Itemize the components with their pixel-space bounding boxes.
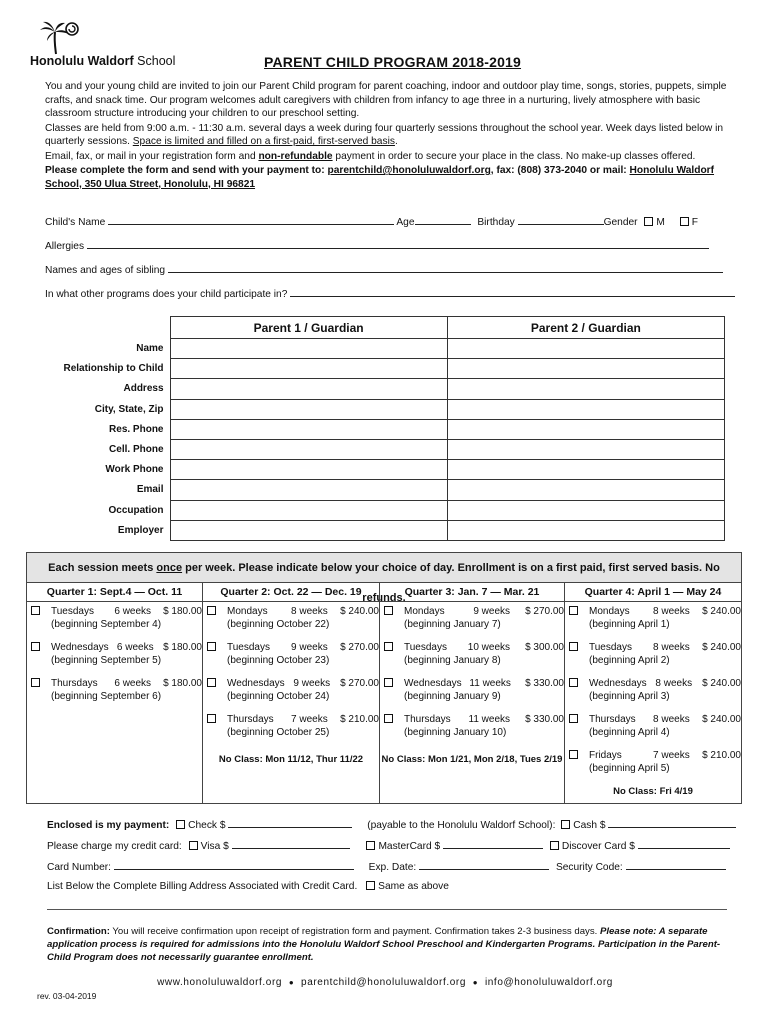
birthday-field[interactable] xyxy=(518,215,604,225)
parent1-name-field[interactable] xyxy=(170,339,447,359)
quarter-2-title: Quarter 2: Oct. 22 — Dec. 19 xyxy=(203,583,379,602)
parent2-relationship-field[interactable] xyxy=(447,359,724,379)
checkbox[interactable] xyxy=(569,750,578,759)
parent2-employer-field[interactable] xyxy=(447,520,724,540)
cash-amount-field[interactable] xyxy=(608,818,736,828)
checkbox[interactable] xyxy=(207,642,216,651)
parent1-res-phone-field[interactable] xyxy=(170,419,447,439)
gender-f-checkbox[interactable] xyxy=(680,217,689,226)
row-label: Relationship to Child xyxy=(63,363,164,375)
website-link[interactable]: www.honoluluwaldorf.org xyxy=(157,977,283,988)
session-option[interactable]: Thursdays 8 weeks $ 240.00 (beginning April 4) xyxy=(565,713,741,746)
intro-paragraph-4: Please complete the form and send with your payment to: parentchild@honoluluwaldorf.org, fax: (808) 373-2040 or mail: Honolulu Waldorf School, 350 Ulua Street, Honolulu, HI 96821 xyxy=(45,165,715,190)
allergies-row: Allergies xyxy=(45,239,715,252)
row-label: Cell. Phone xyxy=(109,444,164,456)
payment-row-4: List Below the Complete Billing Address Associated with Credit Card. Same as above xyxy=(47,881,449,892)
parentchild-email-link[interactable]: parentchild@honoluluwaldorf.org xyxy=(301,977,466,988)
intro-paragraph-1: You and your young child are invited to join our Parent Child program for parent coaching, indoor and outdoor play time, songs, stories, puppets, simple crafts, and snack time. Our program welcomes adult caregivers with children from infancy to age three in a nurturing, lively atmosphere with basic classroom structure introducing your children to our preschool setting. xyxy=(45,81,727,119)
parent1-relationship-field[interactable] xyxy=(170,359,447,379)
school-logo xyxy=(30,20,176,72)
session-option[interactable]: Thursdays 6 weeks $ 180.00 (beginning September 6) xyxy=(27,677,202,710)
checkbox[interactable] xyxy=(31,642,40,651)
row-label: Employer xyxy=(117,524,164,536)
checkbox[interactable] xyxy=(569,714,578,723)
session-option[interactable]: Fridays 7 weeks $ 210.00 (beginning April 5) xyxy=(565,749,741,782)
exp-date-field[interactable] xyxy=(419,860,549,870)
session-option[interactable]: Wednesdays 6 weeks $ 180.00 (beginning September 5) xyxy=(27,641,202,674)
parent1-email-field[interactable] xyxy=(170,480,447,500)
page-title: PARENT CHILD PROGRAM 2018-2019 xyxy=(264,54,522,70)
quarter-4-column xyxy=(565,583,741,803)
bullet-icon: ● xyxy=(472,978,479,987)
discover-amount-field[interactable] xyxy=(638,839,730,849)
intro-paragraph-3: Email, fax, or mail in your registration form and non-refundable payment in order to secure your place in the class. No make-up classes offered. xyxy=(45,150,696,162)
parent1-city-field[interactable] xyxy=(170,399,447,419)
billing-address-line[interactable] xyxy=(47,909,727,910)
guardian-table xyxy=(35,316,725,541)
discover-checkbox[interactable] xyxy=(550,841,559,850)
school-name: Honolulu Waldorf School xyxy=(30,54,176,68)
intro-text xyxy=(45,80,735,192)
other-programs-field[interactable] xyxy=(290,287,735,297)
no-class-note: No Class: Fri 4/19 xyxy=(613,786,693,797)
parent1-header: Parent 1 / Guardian xyxy=(170,317,447,339)
session-option[interactable]: Tuesdays 6 weeks $ 180.00 (beginning September 4) xyxy=(27,605,202,638)
parent1-occupation-field[interactable] xyxy=(170,500,447,520)
siblings-row: Names and ages of sibling xyxy=(45,263,715,276)
checkbox[interactable] xyxy=(569,678,578,687)
mail-address: Honolulu Waldorf School, 350 Ulua Street, Honolulu, HI 96821 xyxy=(45,165,715,190)
checkbox[interactable] xyxy=(569,642,578,651)
row-label: Address xyxy=(123,383,164,395)
row-label: Work Phone xyxy=(105,464,164,476)
parent1-cell-phone-field[interactable] xyxy=(170,439,447,459)
checkbox[interactable] xyxy=(384,606,393,615)
session-table xyxy=(26,552,742,804)
parent1-employer-field[interactable] xyxy=(170,520,447,540)
same-as-above-checkbox[interactable] xyxy=(366,881,375,890)
palm-tree-icon xyxy=(38,20,84,56)
checkbox[interactable] xyxy=(31,606,40,615)
info-email-link[interactable]: info@honoluluwaldorf.org xyxy=(484,977,613,988)
other-programs-row: In what other programs does your child participate in? xyxy=(45,287,715,300)
email-link[interactable]: parentchild@honoluluwaldorf.org xyxy=(327,165,491,176)
siblings-field[interactable] xyxy=(168,263,723,273)
row-label: Name xyxy=(136,343,164,355)
checkbox[interactable] xyxy=(384,642,393,651)
payment-row-2: Please charge my credit card: Visa $ MasterCard $ Discover Card $ xyxy=(47,839,730,852)
session-option[interactable]: Thursdays 7 weeks $ 210.00 (beginning October 25) xyxy=(203,713,379,746)
quarter-3-column xyxy=(380,583,565,803)
payment-row-3: Card Number: Exp. Date: Security Code: xyxy=(47,860,726,873)
parent2-address-field[interactable] xyxy=(447,379,724,399)
quarter-1-title: Quarter 1: Sept.4 — Oct. 11 xyxy=(27,583,202,602)
parent2-cell-phone-field[interactable] xyxy=(447,439,724,459)
security-code-field[interactable] xyxy=(626,860,726,870)
checkbox[interactable] xyxy=(384,678,393,687)
checkbox[interactable] xyxy=(569,606,578,615)
cash-checkbox[interactable] xyxy=(561,820,570,829)
checkbox[interactable] xyxy=(207,714,216,723)
parent2-occupation-field[interactable] xyxy=(447,500,724,520)
mastercard-amount-field[interactable] xyxy=(443,839,543,849)
quarter-1-column xyxy=(27,583,203,803)
quarter-2-column xyxy=(203,583,380,803)
child-info-row: Child's Name Age Birthday Gender M F xyxy=(45,217,698,228)
session-option[interactable]: Mondays 9 weeks $ 270.00 (beginning January 7) xyxy=(380,605,564,638)
quarter-4-title: Quarter 4: April 1 — May 24 xyxy=(565,583,741,602)
session-option[interactable]: Mondays 8 weeks $ 240.00 (beginning October 22) xyxy=(203,605,379,638)
child-name-field[interactable] xyxy=(108,215,394,225)
confirmation-text: Confirmation: You will receive confirmation upon receipt of registration form and payment. Confirmation takes 2-3 business days. Please note: A separate application process is required for admissions into the Honolulu Waldorf School Preschool and Kindergarten Programs. Participation in the Parent-Child Program does not necessarily guarantee enrollment. xyxy=(47,926,721,963)
allergies-field[interactable] xyxy=(87,239,709,249)
visa-amount-field[interactable] xyxy=(232,839,350,849)
parent2-city-field[interactable] xyxy=(447,399,724,419)
visa-checkbox[interactable] xyxy=(189,841,198,850)
parent2-work-phone-field[interactable] xyxy=(447,460,724,480)
age-field[interactable] xyxy=(415,215,471,225)
session-option[interactable]: Tuesdays 8 weeks $ 240.00 (beginning April 2) xyxy=(565,641,741,674)
parent1-work-phone-field[interactable] xyxy=(170,460,447,480)
session-option[interactable]: Tuesdays 9 weeks $ 270.00 (beginning October 23) xyxy=(203,641,379,674)
session-header: Each session meets once per week. Please indicate below your choice of day. Enrollment is on a first paid, first served basis. No refunds. xyxy=(27,553,741,583)
parent2-email-field[interactable] xyxy=(447,480,724,500)
intro-paragraph-2: Classes are held from 9:00 a.m. - 11:30 a.m. several days a week during four quarterly sessions throughout the school year. Week days listed below in quarterly sessions. Space is limited and filled on a first-paid, first-served basis. xyxy=(45,122,724,147)
parent2-res-phone-field[interactable] xyxy=(447,419,724,439)
checkbox[interactable] xyxy=(384,714,393,723)
quarter-3-title: Quarter 3: Jan. 7 — Mar. 21 xyxy=(380,583,564,602)
row-label: Email xyxy=(136,484,164,496)
parent1-address-field[interactable] xyxy=(170,379,447,399)
gender-m-checkbox[interactable] xyxy=(644,217,653,226)
row-label: City, State, Zip xyxy=(94,403,164,415)
bullet-icon: ● xyxy=(288,978,295,987)
check-checkbox[interactable] xyxy=(176,820,185,829)
checkbox[interactable] xyxy=(207,678,216,687)
parent2-name-field[interactable] xyxy=(447,339,724,359)
session-option[interactable]: Thursdays 11 weeks $ 330.00 (beginning January 10) xyxy=(380,713,564,746)
check-amount-field[interactable] xyxy=(228,818,352,828)
footer-contacts xyxy=(0,977,770,988)
checkbox[interactable] xyxy=(207,606,216,615)
mastercard-checkbox[interactable] xyxy=(366,841,375,850)
checkbox[interactable] xyxy=(31,678,40,687)
revision-note: rev. 03-04-2019 xyxy=(37,991,97,1001)
payment-row-1: Enclosed is my payment: Check $ (payable to the Honolulu Waldorf School): Cash $ xyxy=(47,818,736,831)
session-option[interactable]: Wednesdays 9 weeks $ 270.00 (beginning October 24) xyxy=(203,677,379,710)
row-label: Res. Phone xyxy=(109,423,164,435)
no-class-note: No Class: Mon 11/12, Thur 11/22 xyxy=(218,754,364,765)
parent2-header: Parent 2 / Guardian xyxy=(447,317,724,339)
session-option[interactable]: Mondays 8 weeks $ 240.00 (beginning April 1) xyxy=(565,605,741,638)
session-option[interactable]: Wednesdays 11 weeks $ 330.00 (beginning January 9) xyxy=(380,677,564,710)
card-number-field[interactable] xyxy=(114,860,354,870)
no-class-note: No Class: Mon 1/21, Mon 2/18, Tues 2/19 xyxy=(381,754,563,765)
row-label: Occupation xyxy=(108,504,164,516)
session-option[interactable]: Tuesdays 10 weeks $ 300.00 (beginning January 8) xyxy=(380,641,564,674)
session-option[interactable]: Wednesdays 8 weeks $ 240.00 (beginning April 3) xyxy=(565,677,741,710)
